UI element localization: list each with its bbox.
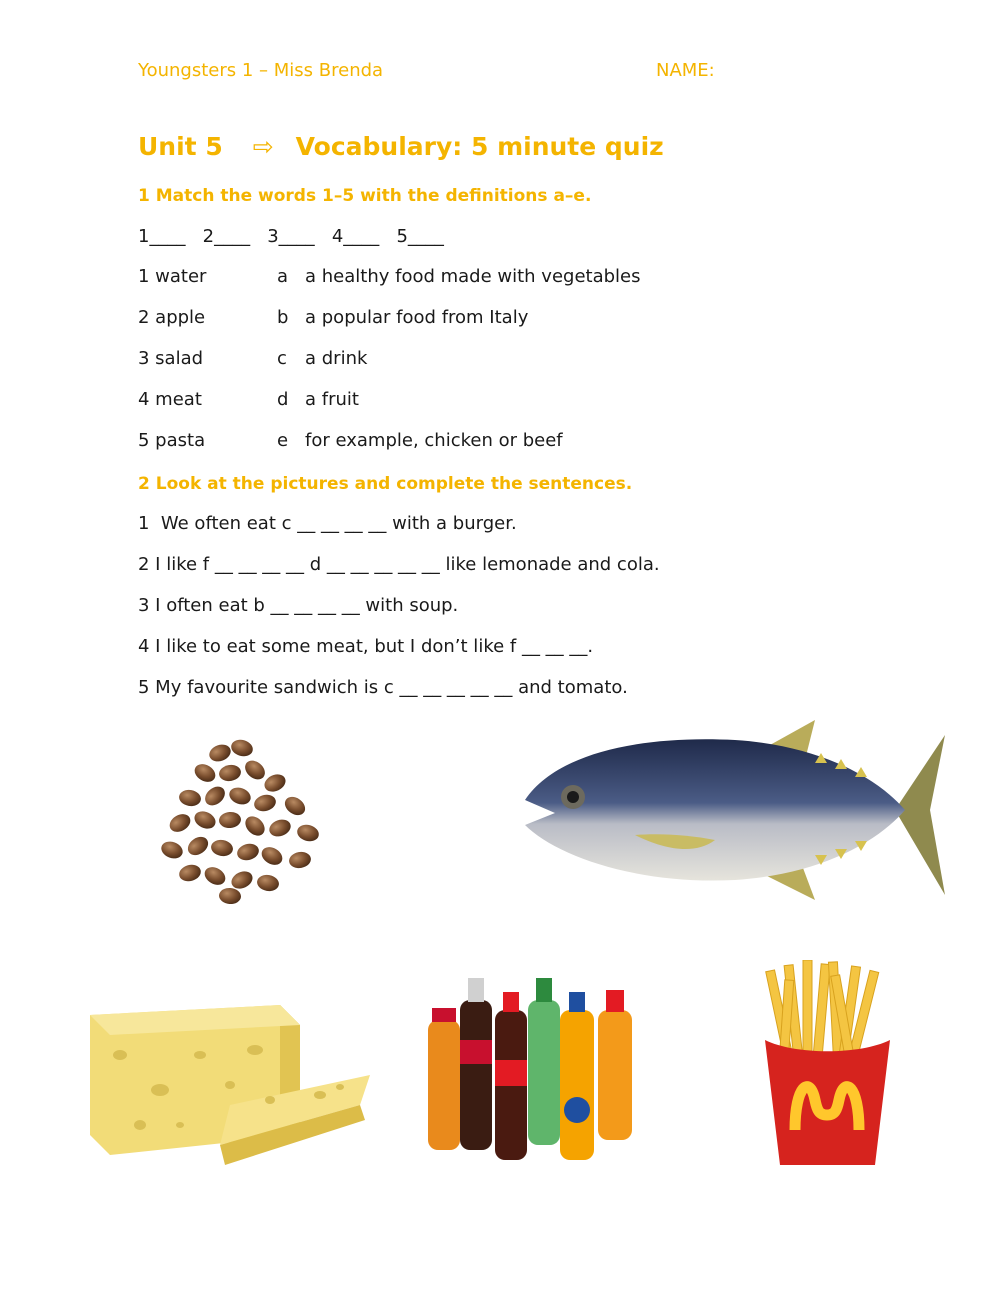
sentence[interactable]: 3 I often eat b __ __ __ __ with soup. [138,595,459,616]
unit-label: Unit 5 [138,132,223,161]
definition-text: a popular food from Italy [305,307,529,328]
sentence[interactable]: 4 I like to eat some meat, but I don’t like f __ __ __. [138,636,594,657]
definition-text: a healthy food made with vegetables [305,266,641,287]
word-item: 2 apple [138,307,206,328]
soft-drinks-icon [420,970,650,1165]
sentence[interactable]: 1 We often eat c __ __ __ __ with a burger. [138,513,517,534]
definition-letter: d [277,389,289,410]
beans-icon [150,728,340,908]
header-name-label: NAME: [656,60,715,81]
word-item: 3 salad [138,348,204,369]
page-title [138,132,664,161]
sentence[interactable]: 2 I like f __ __ __ __ d __ __ __ __ __ like lemonade and cola. [138,554,660,575]
word-item: 4 meat [138,389,202,410]
fish-icon [515,715,955,905]
exercise2-instruction: 2 Look at the pictures and complete the sentences. [138,474,633,494]
quiz-title: Vocabulary: 5 minute quiz [295,132,664,161]
cheese-icon [80,995,380,1180]
definition-text: for example, chicken or beef [305,430,563,451]
definition-text: a fruit [305,389,359,410]
definition-letter: c [277,348,287,369]
definition-letter: a [277,266,289,287]
word-item: 1 water [138,266,207,287]
definition-letter: b [277,307,289,328]
header-course: Youngsters 1 – Miss Brenda [138,60,384,81]
fries-icon [755,960,900,1170]
arrow-icon: ⇨ [252,132,274,161]
definition-text: a drink [305,348,368,369]
answer-line[interactable]: 1____ 2____ 3____ 4____ 5____ [138,226,444,247]
definition-letter: e [277,430,289,451]
exercise1-instruction: 1 Match the words 1–5 with the definitions a–e. [138,186,592,206]
word-item: 5 pasta [138,430,206,451]
sentence[interactable]: 5 My favourite sandwich is c __ __ __ __ __ and tomato. [138,677,628,698]
